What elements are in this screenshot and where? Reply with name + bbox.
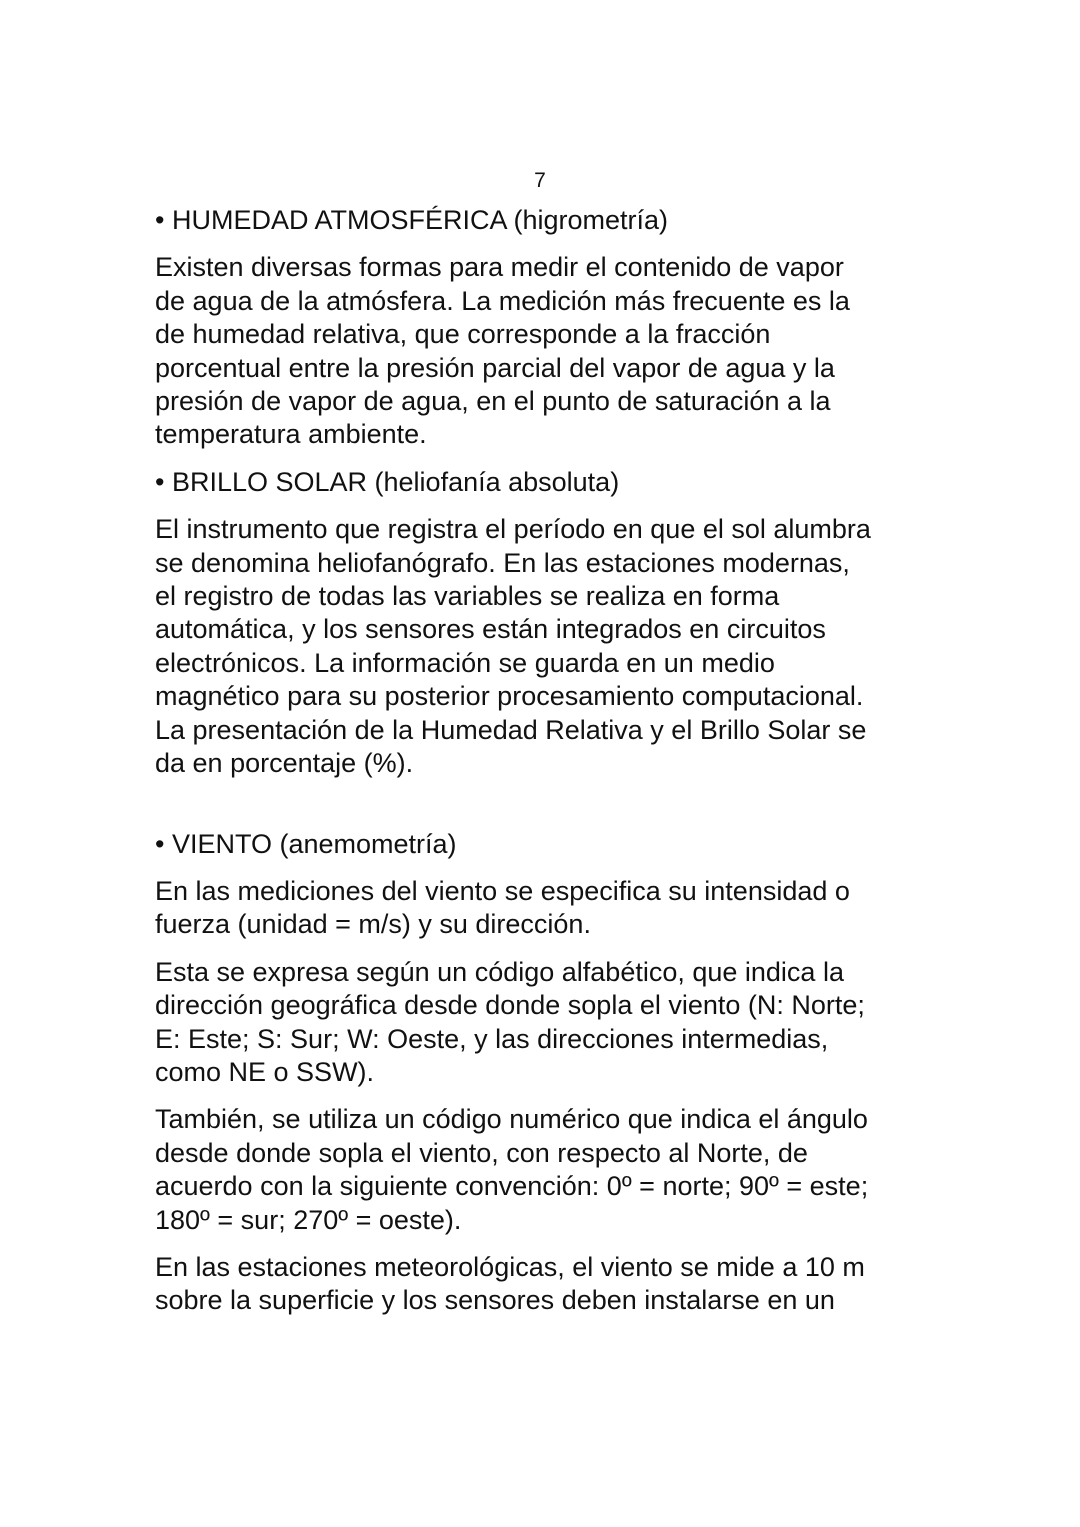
text-line: de agua de la atmósfera. La medición más frecuente es la <box>155 285 850 316</box>
paragraph-viento-4 <box>155 1251 945 1318</box>
section-heading-viento: • VIENTO (anemometría) <box>155 828 457 859</box>
text-line: porcentual entre la presión parcial del vapor de agua y la <box>155 352 835 383</box>
text-line: Existen diversas formas para medir el contenido de vapor <box>155 252 844 283</box>
text-line: de humedad relativa, que corresponde a la fracción <box>155 319 771 350</box>
paragraph-viento-1 <box>155 875 945 942</box>
text-line: dirección geográfica desde donde sopla el viento (N: Norte; <box>155 990 865 1021</box>
paragraph-viento-3 <box>155 1103 945 1237</box>
text-line: La presentación de la Humedad Relativa y el Brillo Solar se <box>155 714 867 745</box>
text-line: 180º = sur; 270º = oeste). <box>155 1204 462 1235</box>
text-line: fuerza (unidad = m/s) y su dirección. <box>155 909 591 940</box>
text-line: acuerdo con la siguiente convención: 0º = norte; 90º = este; <box>155 1171 869 1202</box>
text-line: automática, y los sensores están integrados en circuitos <box>155 614 826 645</box>
text-line: electrónicos. La información se guarda en un medio <box>155 647 775 678</box>
text-line: el registro de todas las variables se realiza en forma <box>155 581 780 612</box>
text-line: da en porcentaje (%). <box>155 748 414 779</box>
text-line: temperatura ambiente. <box>155 419 427 450</box>
page-number: 7 <box>534 169 546 192</box>
text-line: como NE o SSW). <box>155 1056 375 1087</box>
text-line: En las mediciones del viento se especifica su intensidad o <box>155 875 850 906</box>
text-line: El instrumento que registra el período en que el sol alumbra <box>155 514 871 545</box>
text-line: desde donde sopla el viento, con respecto al Norte, de <box>155 1137 808 1168</box>
text-line: También, se utiliza un código numérico que indica el ángulo <box>155 1104 868 1135</box>
text-line: se denomina heliofanógrafo. En las estaciones modernas, <box>155 547 850 578</box>
paragraph-viento-2 <box>155 956 945 1090</box>
text-line: presión de vapor de agua, en el punto de saturación a la <box>155 386 831 417</box>
section-heading-brillo-solar: • BRILLO SOLAR (heliofanía absoluta) <box>155 466 620 497</box>
text-line: E: Este; S: Sur; W: Oeste, y las direcciones intermedias, <box>155 1023 829 1054</box>
text-line: En las estaciones meteorológicas, el viento se mide a 10 m <box>155 1251 865 1282</box>
section-heading-humedad: • HUMEDAD ATMOSFÉRICA (higrometría) <box>155 205 669 235</box>
paragraph-brillo-solar <box>155 513 945 780</box>
text-line: Esta se expresa según un código alfabético, que indica la <box>155 956 844 987</box>
text-line: magnético para su posterior procesamiento computacional. <box>155 681 864 712</box>
text-line: sobre la superficie y los sensores deben instalarse en un <box>155 1285 835 1316</box>
paragraph-humedad <box>155 251 945 451</box>
document-body <box>155 204 945 1318</box>
